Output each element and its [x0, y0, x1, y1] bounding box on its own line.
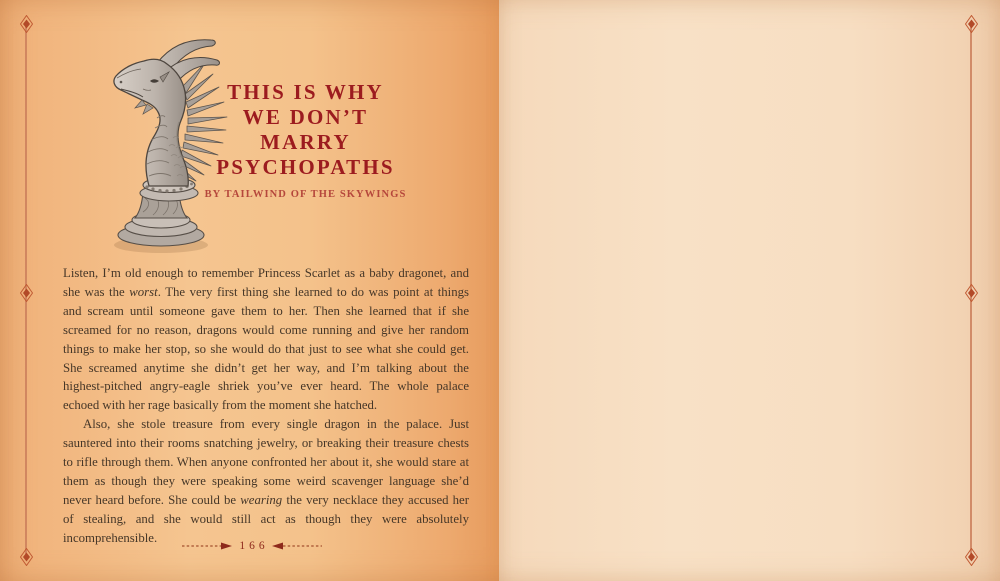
- folio-dash-arrow-right: [271, 542, 323, 550]
- paragraph: Also, she stole treasure from every single dragon in the palace. Just sauntered into their rooms snatching jewelry, or breaking their treasure chests to rifle through them. When anyone confronted her about it, she would stare at them as though they were speaking some weird scavenger language she’d never heard before. She could be wearing the very necklace they accused her of stealing, and she would still act as though they were absolutely incomprehensible.: [63, 417, 469, 545]
- right-page: [499, 0, 1000, 581]
- diamond-ornament: [20, 15, 33, 33]
- left-page: [0, 0, 499, 581]
- diamond-ornament: [20, 284, 33, 302]
- diamond-ornament: [965, 15, 978, 33]
- diamond-ornament: [965, 548, 978, 566]
- page-number: 166: [239, 540, 269, 552]
- left-page-body-text: [63, 264, 469, 548]
- paragraph: Listen, I’m old enough to remember Princess Scarlet as a baby dragonet, and she was the worst. The very first thing she learned to do was point at things and scream until someone gave them to her. Then she learned that if she screamed for no reason, dragons would come running and give her random things to make her stop, so she would do that just to see what she could get. She screamed anytime she didn’t get her way, and I’m talking about the highest-pitched angry-eagle shriek you’ve ever heard. The whole palace echoed with her rage basically from the moment she hatched.: [63, 266, 469, 413]
- chapter-title-line: WE DON’T: [242, 105, 369, 129]
- chapter-byline: BY TAILWIND OF THE SKYWINGS: [204, 189, 407, 200]
- folio-dash-arrow-left: [181, 542, 233, 550]
- chapter-title-line: MARRY: [260, 130, 351, 154]
- chapter-title-line: PSYCHOPATHS: [216, 155, 395, 179]
- chapter-title-line: THIS IS WHY: [227, 80, 384, 104]
- left-page-folio: [177, 540, 327, 552]
- chapter-title: [208, 80, 403, 180]
- diamond-ornament: [20, 548, 33, 566]
- diamond-ornament: [965, 284, 978, 302]
